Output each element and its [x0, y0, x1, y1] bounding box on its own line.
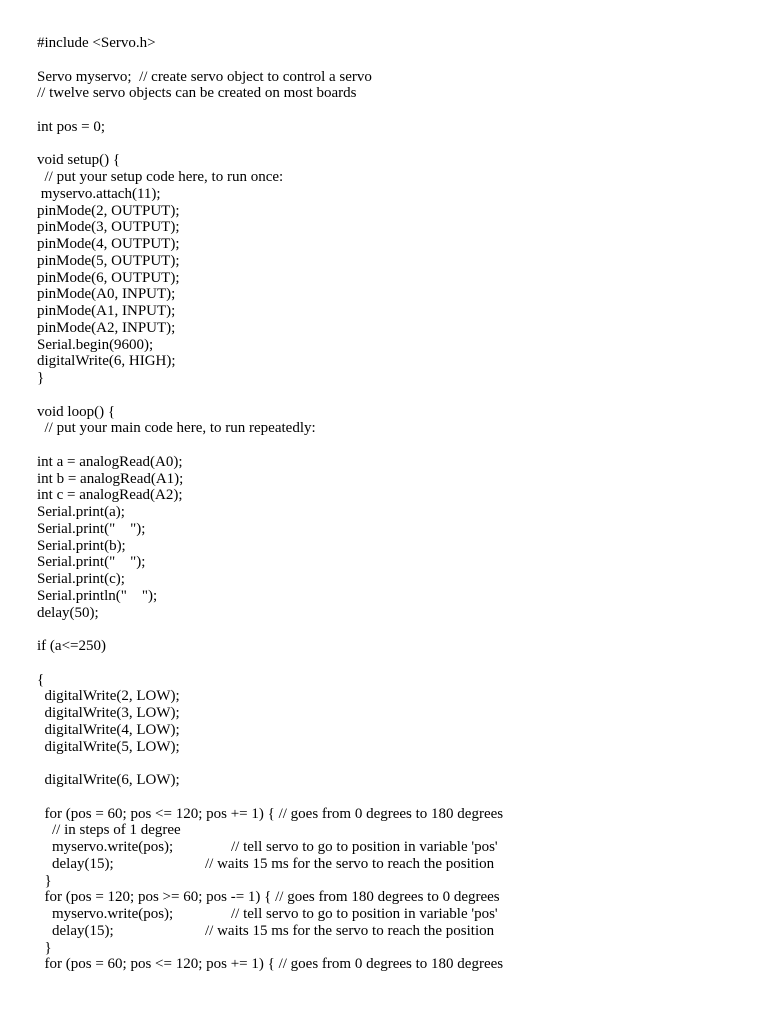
- code-text: }: [37, 939, 52, 956]
- code-line: [37, 303, 737, 320]
- code-line: [37, 437, 737, 454]
- code-line: [37, 454, 737, 471]
- code-line: [37, 906, 737, 923]
- code-line: [37, 35, 737, 52]
- code-text: pinMode(6, OUTPUT);: [37, 269, 180, 286]
- code-line: [37, 655, 737, 672]
- code-text: for (pos = 60; pos <= 120; pos += 1) { // goes from 0 degrees to 180 degrees: [37, 805, 504, 822]
- code-text: delay(50);: [37, 604, 99, 621]
- code-line: [37, 688, 737, 705]
- code-line: [37, 387, 737, 404]
- code-line: [37, 621, 737, 638]
- code-line: [37, 856, 737, 873]
- code-line: [37, 755, 737, 772]
- code-text: }: [37, 370, 45, 386]
- code-line: [37, 722, 737, 739]
- code-line: [37, 69, 737, 86]
- code-text: for (pos = 60; pos <= 120; pos += 1) { // goes from 0 degrees to 180 degrees: [37, 956, 504, 973]
- code-text: void setup() {: [37, 152, 121, 169]
- code-line: [37, 588, 737, 605]
- code-text: int pos = 0;: [37, 118, 106, 135]
- code-text: if (a<=250): [37, 638, 106, 654]
- code-line: [37, 889, 737, 906]
- code-line: [37, 219, 737, 236]
- code-text: int a = analogRead(A0);: [37, 453, 183, 470]
- code-text: {: [37, 671, 45, 688]
- code-text: pinMode(A1, INPUT);: [37, 303, 176, 319]
- code-line: [37, 471, 737, 488]
- code-text: pinMode(2, OUTPUT);: [37, 202, 180, 219]
- code-text: pinMode(5, OUTPUT);: [37, 252, 180, 269]
- code-text: myservo.write(pos);: [37, 906, 174, 922]
- code-comment: // tell servo to go to position in variable 'pos': [231, 839, 498, 855]
- code-line: [37, 337, 737, 354]
- code-text: Serial.print(" ");: [37, 520, 146, 537]
- code-line: [37, 404, 737, 421]
- code-text: for (pos = 120; pos >= 60; pos -= 1) { // goes from 180 degrees to 0 degrees: [37, 889, 500, 906]
- code-text: pinMode(A2, INPUT);: [37, 319, 176, 336]
- code-line: [37, 85, 737, 102]
- code-line: [37, 638, 737, 655]
- code-line: [37, 521, 737, 538]
- code-line: [37, 839, 737, 856]
- code-line: [37, 136, 737, 153]
- code-text: digitalWrite(4, LOW);: [37, 721, 180, 738]
- code-text: digitalWrite(5, LOW);: [37, 738, 180, 755]
- code-line: [37, 253, 737, 270]
- code-line: [37, 420, 737, 437]
- code-text: Serial.println(" ");: [37, 587, 158, 604]
- code-text: // twelve servo objects can be created on most boards: [37, 85, 357, 102]
- code-text: // in steps of 1 degree: [37, 822, 181, 839]
- code-text: void loop() {: [37, 403, 116, 420]
- code-document: [37, 35, 737, 973]
- code-line: [37, 956, 737, 973]
- code-line: [37, 52, 737, 69]
- code-text: pinMode(3, OUTPUT);: [37, 219, 180, 236]
- code-text: Serial.begin(9600);: [37, 336, 154, 353]
- code-text: pinMode(4, OUTPUT);: [37, 236, 180, 252]
- code-text: delay(15);: [37, 922, 114, 939]
- code-text: Serial.print(c);: [37, 571, 125, 587]
- code-line: [37, 370, 737, 387]
- code-line: [37, 806, 737, 823]
- code-line: [37, 504, 737, 521]
- code-line: [37, 270, 737, 287]
- code-line: [37, 923, 737, 940]
- code-line: [37, 672, 737, 689]
- code-text: int c = analogRead(A2);: [37, 487, 183, 504]
- code-line: [37, 873, 737, 890]
- code-line: [37, 203, 737, 220]
- code-text: digitalWrite(2, LOW);: [37, 688, 180, 705]
- code-text: }: [37, 872, 52, 889]
- code-line: [37, 102, 737, 119]
- code-text: digitalWrite(6, HIGH);: [37, 353, 176, 370]
- code-line: [37, 320, 737, 337]
- code-text: // put your main code here, to run repeatedly:: [37, 420, 316, 437]
- code-comment: // waits 15 ms for the servo to reach the position: [205, 855, 495, 872]
- code-line: [37, 571, 737, 588]
- code-line: [37, 605, 737, 622]
- code-comment: // waits 15 ms for the servo to reach the position: [205, 922, 495, 939]
- code-line: [37, 236, 737, 253]
- code-comment: // tell servo to go to position in variable 'pos': [231, 906, 498, 922]
- code-text: // put your setup code here, to run once:: [37, 169, 284, 185]
- code-line: [37, 789, 737, 806]
- code-line: [37, 119, 737, 136]
- code-text: #include <Servo.h>: [37, 35, 156, 51]
- code-line: [37, 487, 737, 504]
- code-line: [37, 152, 737, 169]
- code-line: [37, 353, 737, 370]
- code-line: [37, 772, 737, 789]
- code-text: digitalWrite(6, LOW);: [37, 772, 180, 788]
- code-line: [37, 169, 737, 186]
- code-text: Serial.print(b);: [37, 537, 126, 554]
- code-text: pinMode(A0, INPUT);: [37, 286, 176, 303]
- code-text: myservo.attach(11);: [37, 185, 161, 202]
- code-text: delay(15);: [37, 855, 114, 872]
- code-line: [37, 554, 737, 571]
- code-text: Serial.print(" ");: [37, 554, 146, 571]
- code-text: myservo.write(pos);: [37, 839, 174, 855]
- code-line: [37, 286, 737, 303]
- code-line: [37, 186, 737, 203]
- code-line: [37, 705, 737, 722]
- code-line: [37, 538, 737, 555]
- code-text: int b = analogRead(A1);: [37, 470, 184, 487]
- code-line: [37, 739, 737, 756]
- code-text: digitalWrite(3, LOW);: [37, 705, 180, 721]
- code-text: Servo myservo; // create servo object to control a servo: [37, 68, 372, 85]
- code-line: [37, 822, 737, 839]
- code-text: Serial.print(a);: [37, 504, 125, 520]
- code-line: [37, 940, 737, 957]
